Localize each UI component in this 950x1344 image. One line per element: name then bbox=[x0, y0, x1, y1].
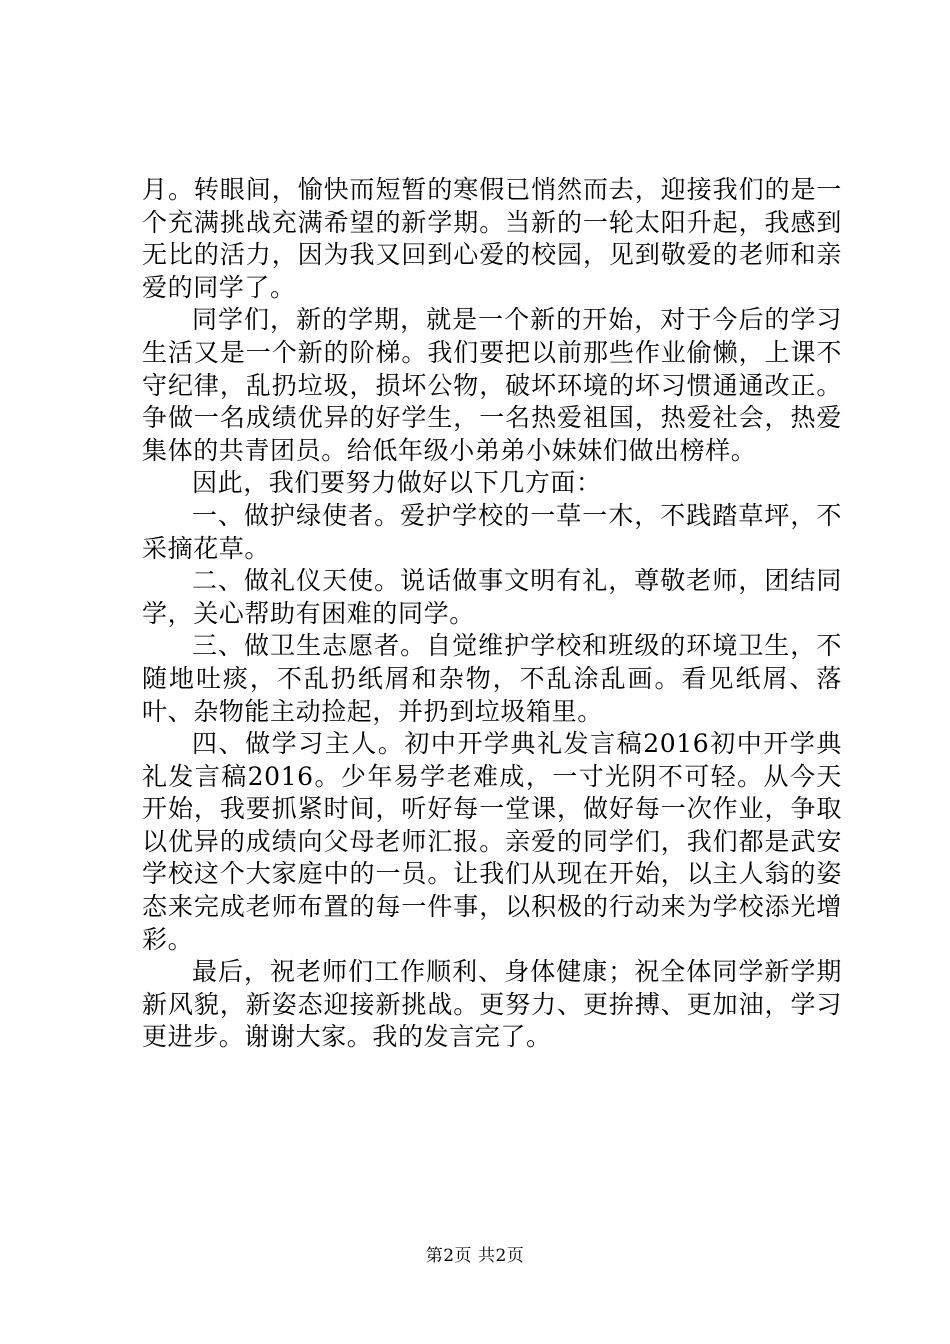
paragraph-3: 因此，我们要努力做好以下几方面： bbox=[192, 468, 602, 498]
paragraph-8: 最后，祝老师们工作顺利、身体健康；祝全体同学新学期新风貌，新姿态迎接新挑战。更努力、更拚搏、更加油，学习更进步。谢谢大家。我的发言完了。 bbox=[142, 957, 842, 1052]
paragraph-1: 月。转眼间，愉快而短暂的寒假已悄然而去，迎接我们的是一个充满挑战充满希望的新学期。当新的一轮太阳升起，我感到无比的活力，因为我又回到心爱的校园，见到敬爱的老师和亲爱的同学了。 bbox=[142, 175, 842, 302]
page-footer: 第2页 共2页 bbox=[425, 1246, 525, 1266]
paragraph-5: 二、做礼仪天使。说话做事文明有礼，尊敬老师，团结同学，关心帮助有困难的同学。 bbox=[142, 566, 842, 628]
document-body bbox=[142, 174, 842, 1054]
paragraph-2: 同学们，新的学期，就是一个新的开始，对于今后的学习生活又是一个新的阶梯。我们要把以前那些作业偷懒，上课不守纪律，乱扔垃圾，损坏公物，破坏环境的坏习惯通通改正。争做一名成绩优异的好学生，一名热爱祖国，热爱社会，热爱集体的共青团员。给低年级小弟弟小妹妹们做出榜样。 bbox=[142, 305, 842, 465]
paragraph-7: 四、做学习主人。初中开学典礼发言稿2016初中开学典礼发言稿2016。少年易学老难成，一寸光阴不可轻。从今天开始，我要抓紧时间，听好每一堂课，做好每一次作业，争取以优异的成绩向父母老师汇报。亲爱的同学们，我们都是武安学校这个大家庭中的一员。让我们从现在开始，以主人翁的姿态来完成老师布置的每一件事，以积极的行动来为学校添光增彩。 bbox=[142, 729, 842, 954]
paragraph-6: 三、做卫生志愿者。自觉维护学校和班级的环境卫生，不随地吐痰，不乱扔纸屑和杂物，不乱涂乱画。看见纸屑、落叶、杂物能主动捡起，并扔到垃圾箱里。 bbox=[142, 631, 842, 726]
paragraph-4: 一、做护绿使者。爱护学校的一草一木，不践踏草坪，不采摘花草。 bbox=[142, 500, 842, 563]
